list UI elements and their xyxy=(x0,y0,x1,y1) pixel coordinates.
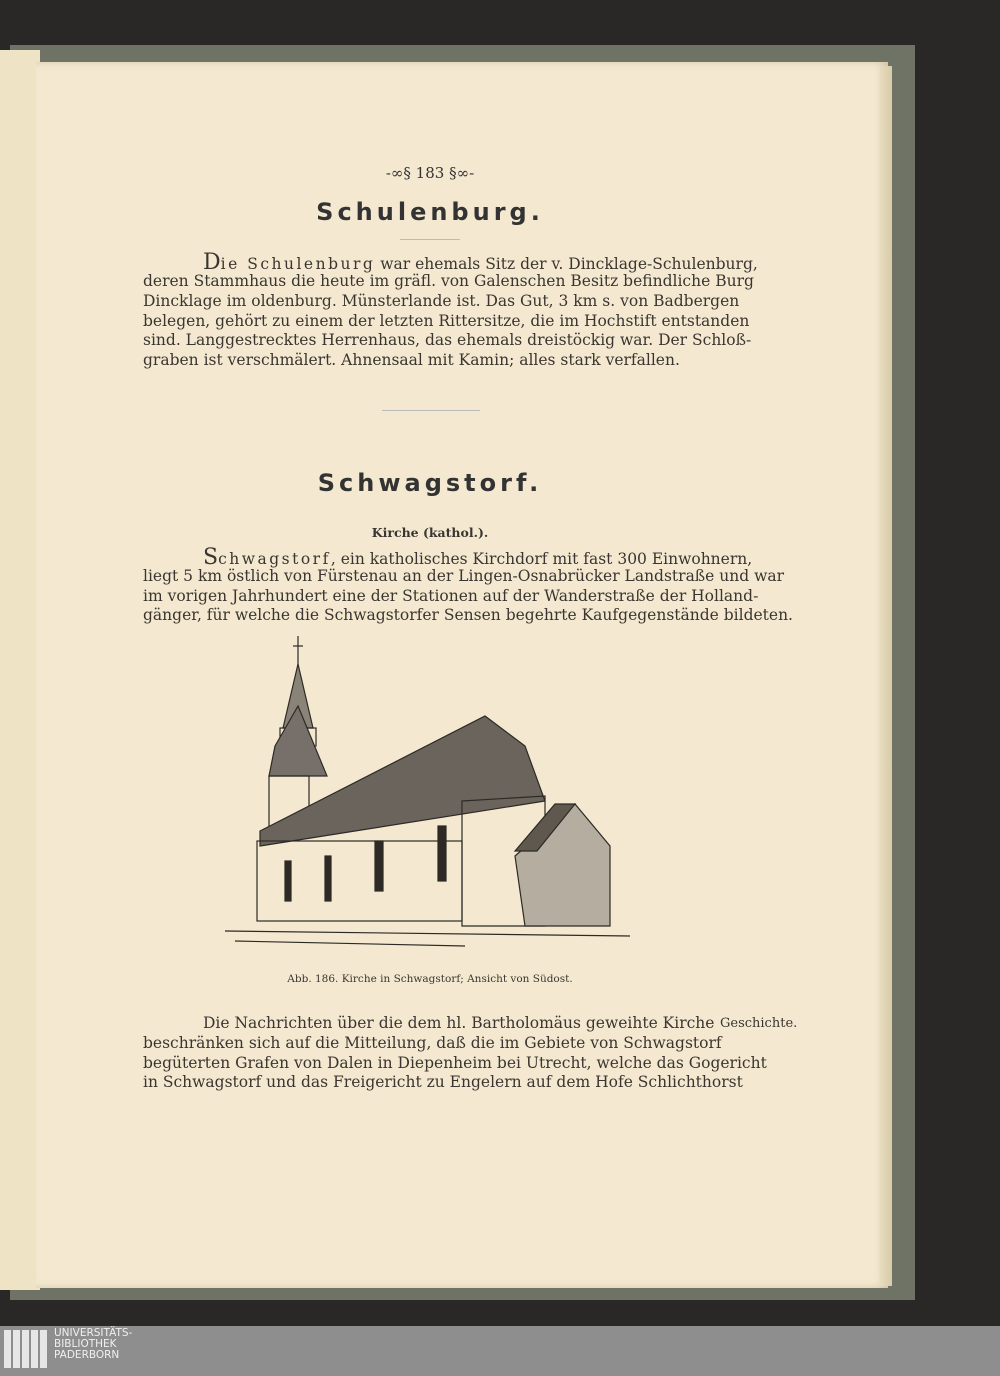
paragraph-line: Die Nachrichten über die dem hl. Bartholomäus geweihte Kirche xyxy=(203,1014,715,1032)
section-divider xyxy=(382,410,480,411)
paragraph-line: begüterten Grafen von Dalen in Diepenheim bei Utrecht, welche das Gogericht xyxy=(143,1054,767,1072)
paragraph-line: belegen, gehört zu einem der letzten Rittersitze, die im Hochstift entstanden xyxy=(143,312,750,330)
library-logo-icon xyxy=(4,1330,49,1372)
paragraph-line: liegt 5 km östlich von Fürstenau an der Lingen-Osnabrücker Landstraße und war xyxy=(143,567,784,585)
library-logo-text: UNIVERSITÄTS- BIBLIOTHEK PADERBORN xyxy=(54,1327,133,1361)
subtitle: Kirche (kathol.). xyxy=(371,525,489,540)
paragraph-line: sind. Langgestrecktes Herrenhaus, das ehemals dreistöckig war. Der Schloß- xyxy=(143,331,752,349)
section-title-schwagstorf: Schwagstorf. xyxy=(317,469,543,497)
margin-note: Geschichte. xyxy=(720,1016,798,1031)
paragraph-line: gänger, für welche die Schwagstorfer Sensen begehrte Kaufgegenstände bildeten. xyxy=(143,606,793,624)
paragraph-line: in Schwagstorf und das Freigericht zu Engelern auf dem Hofe Schlichthorst xyxy=(143,1073,743,1091)
figure-caption: Abb. 186. Kirche in Schwagstorf; Ansicht von Südost. xyxy=(287,973,573,985)
divider xyxy=(400,239,460,240)
paragraph-line: graben ist verschmälert. Ahnensaal mit Kamin; alles stark verfallen. xyxy=(143,351,680,369)
section-title-schulenburg: Schulenburg. xyxy=(316,198,544,226)
page-number: -∞§ 183 §∞- xyxy=(385,164,475,182)
paragraph-line: Dincklage im oldenburg. Münsterlande ist. Das Gut, 3 km s. von Badbergen xyxy=(143,292,740,310)
paragraph-line: deren Stammhaus die heute im gräfl. von Galenschen Besitz befindliche Burg xyxy=(143,272,754,290)
footer-bar xyxy=(0,1326,1000,1376)
paragraph-line: Die Schulenburg war ehemals Sitz der v. Dincklage-Schulenburg, xyxy=(203,250,758,275)
left-page-edge xyxy=(0,50,40,1290)
page-edge xyxy=(880,66,892,1286)
paragraph-line: beschränken sich auf die Mitteilung, daß die im Gebiete von Schwagstorf xyxy=(143,1034,722,1052)
church-illustration xyxy=(225,636,635,951)
paragraph-line: im vorigen Jahrhundert eine der Stationen auf der Wanderstraße der Holland- xyxy=(143,587,759,605)
paragraph-line: Schwagstorf, ein katholisches Kirchdorf mit fast 300 Einwohnern, xyxy=(203,545,753,570)
